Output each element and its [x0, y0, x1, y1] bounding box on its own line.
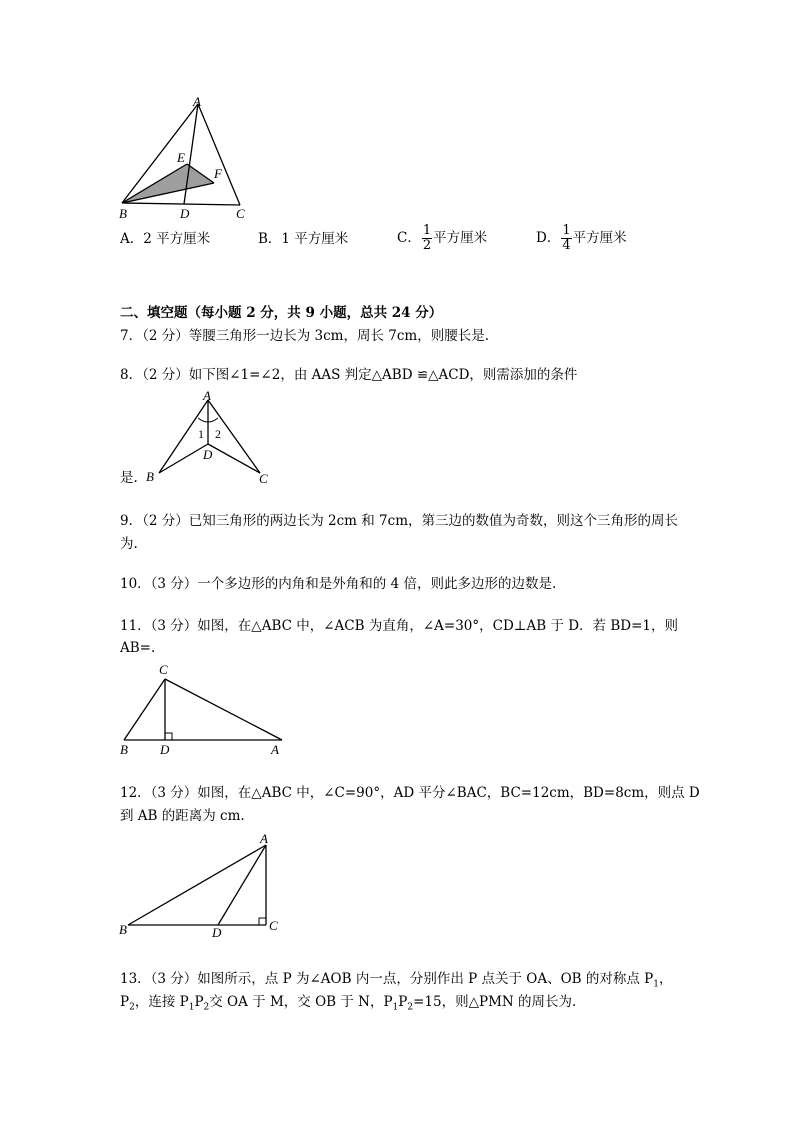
q11-right-angle-mark [165, 733, 172, 740]
q12-figure [120, 836, 280, 936]
q6-option-a: A．2 平方厘米 [120, 231, 211, 247]
q6-label-f: F [214, 166, 222, 181]
q11-label-a: A [271, 742, 279, 757]
question-8: 8．（2 分）如下图∠1=∠2，由 AAS 判定△ABD ≌△ACD，则需添加的条件 [120, 367, 578, 383]
q8-line-cd [208, 444, 260, 473]
q11-figure [115, 670, 290, 746]
question-8-tail: 是. [120, 470, 138, 486]
question-7: 7．（2 分）等腰三角形一边长为 3cm，周长 7cm，则腰长是. [120, 328, 489, 344]
question-9-line2: 为. [120, 536, 138, 552]
fraction-one-quarter: $\frac{1}{4}$ [562, 223, 571, 253]
question-10: 10．（3 分）一个多边形的内角和是外角和的 4 倍，则此多边形的边数是. [120, 576, 557, 592]
question-11-line2: AB=. [120, 640, 156, 656]
q12-label-b: B [119, 922, 127, 937]
q8-label-b: B [146, 469, 154, 484]
q6-shaded-region [122, 164, 214, 203]
question-12-line2: 到 AB 的距离为 cm. [120, 808, 245, 824]
fraction-one-half: $\frac{1}{2}$ [422, 223, 432, 253]
q8-label-2: 2 [215, 427, 221, 441]
q6-option-b: B．1 平方厘米 [258, 231, 349, 247]
q6-side-ac [198, 104, 240, 205]
q6-label-a: A [193, 94, 201, 109]
q8-label-a: A [203, 388, 211, 403]
q8-label-c: C [259, 471, 268, 486]
question-13-line1: 13．（3 分）如图所示，点 P 为∠AOB 内一点，分别作出 P 点关于 OA、OB 的对称点 $P_1$， [120, 971, 673, 990]
q12-label-a: A [260, 831, 268, 846]
q8-line-bd [159, 444, 208, 473]
q6-side-bc [122, 203, 240, 205]
q12-right-angle-mark [259, 918, 266, 925]
q6-option-c: C． $\frac{1}{2}$ 平方厘米 [397, 223, 488, 253]
question-13-line2: $P_2$，连接 $P_1P_2$交 OA 于 M，交 OB 于 N，$P_1P_2=15$，则△PMN 的周长为. [120, 994, 577, 1013]
question-11-line1: 11．（3 分）如图，在△ABC 中，∠ACB 为直角，∠A=30°，CD⊥AB 于 D．若 BD=1，则 [120, 618, 678, 634]
q12-label-c: C [269, 918, 278, 933]
section-heading: 二、填空题（每小题 2 分，共 9 小题，总共 24 分） [120, 305, 443, 321]
q8-label-1: 1 [198, 427, 204, 441]
q6-label-b: B [119, 206, 127, 221]
q8-label-d: D [203, 447, 213, 462]
q6-label-c: C [236, 206, 245, 221]
q12-bisector-ad [218, 845, 266, 925]
q12-side-ab [128, 845, 266, 925]
q6-label-e: E [177, 150, 185, 165]
q6-option-d: D． $\frac{1}{4}$ 平方厘米 [536, 223, 627, 253]
q6-figure [110, 90, 270, 225]
q8-figure [150, 396, 270, 482]
q11-label-d: D [160, 742, 170, 757]
q12-label-d: D [212, 925, 222, 940]
q11-side-ca [165, 679, 282, 740]
q6-label-d: D [180, 206, 190, 221]
q11-label-c: C [159, 662, 168, 677]
question-12-line1: 12．（3 分）如图，在△ABC 中，∠C=90°，AD 平分∠BAC，BC=12cm，BD=8cm，则点 D [120, 785, 700, 801]
question-9-line1: 9．（2 分）已知三角形的两边长为 2cm 和 7cm，第三边的数值为奇数，则这个三角形的周长 [120, 513, 678, 529]
q11-label-b: B [120, 742, 128, 757]
q11-side-bc [124, 679, 165, 740]
